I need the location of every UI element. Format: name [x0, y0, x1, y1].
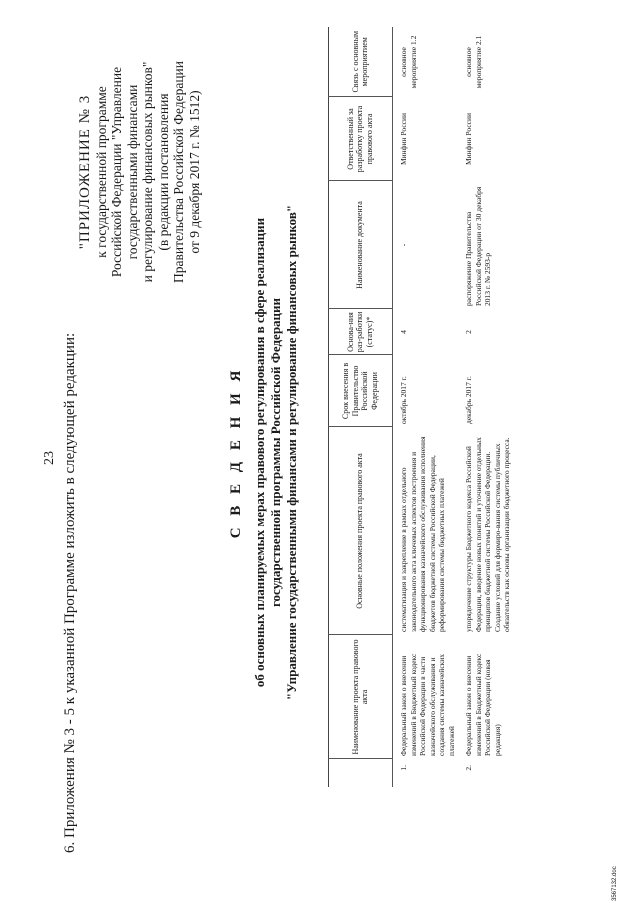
instruction-text: 6. Приложения № 3 - 5 к указанной Программе изложить в следующей редакции: — [62, 332, 78, 853]
row-responsible: Минфин России — [399, 112, 408, 166]
row-num: 1. — [399, 765, 408, 771]
table-row — [458, 27, 514, 787]
row-document: распоряжение Правительства Российской Федерации от 30 декабря 2013 г. № 2593-р — [464, 186, 492, 306]
appendix-line: и регулирование финансовых рынков" — [140, 61, 155, 283]
header-provisions: Основные положения проекта правового акта — [328, 427, 393, 635]
row-link: основное мероприятие 2.1 — [464, 35, 483, 89]
appendix-line: Правительства Российской Федерации — [171, 61, 186, 283]
header-responsible: Ответственный за разработку проекта правового акта — [328, 97, 393, 181]
row-act-name: Федеральный закон о внесении изменений в Бюджетный кодекс Российской Федерации (новая редакция) — [464, 653, 502, 756]
row-deadline: декабрь 2017 г. — [464, 376, 473, 424]
appendix-heading: "ПРИЛОЖЕНИЕ № 3 — [77, 94, 93, 250]
appendix-line: Российской Федерации "Управление — [109, 66, 124, 278]
row-provisions: систематизация и закрепление в рамках отдельного законодательного акта ключевых аспектов построения и функционирования казначейского обслуживания исполнения бюджетов бюджетной системы Российской Федерации, реформирования системы бюджетных платежей — [399, 436, 446, 632]
file-name: 3567132.doc — [612, 866, 618, 901]
row-act-name: Федеральный закон о внесении изменений в Бюджетный кодекс Российской Федерации в части казначейского обслуживания и создания системы казначейских платежей — [399, 653, 456, 756]
row-status: 2 — [464, 330, 473, 334]
row-responsible: Минфин России — [464, 112, 473, 166]
row-provisions: упорядочение структуры Бюджетного кодекса Российской Федерации, введение новых понятий и уточнение отдельных принципов бюджетной системы Российской Федерации. Создание условий для формиро-вания системы публичных обязательств как основы организации бюджетного процесса. — [464, 437, 511, 632]
measures-table — [328, 27, 514, 787]
header-num — [328, 759, 393, 787]
document-subtitle-2: государственной программы Российской Федерации — [268, 297, 283, 608]
row-deadline: октябрь 2017 г. — [399, 376, 408, 424]
row-num: 2. — [464, 765, 473, 771]
header-status: Основа-ния раз-работки (статус)* — [328, 309, 393, 355]
table-header-row — [328, 27, 393, 787]
row-link: основное мероприятие 1.2 — [399, 35, 418, 89]
appendix-line: (в редакции постановления — [155, 93, 171, 251]
appendix-block — [78, 47, 202, 297]
appendix-line: к государственной программе — [93, 86, 109, 258]
header-deadline: Срок внесения в Правительство Российской Федерации — [328, 355, 393, 427]
appendix-line: государственными финансами — [124, 84, 140, 260]
table-row — [393, 27, 459, 787]
header-act-name: Наименование проекта правового акта — [328, 635, 393, 759]
document-subtitle-3: "Управление государственными финансами и регулирование финансовых рынков" — [284, 204, 299, 701]
header-document: Наименование документа — [328, 181, 393, 309]
row-status: 4 — [399, 330, 408, 334]
header-link: Связь с основным мероприятием — [328, 27, 393, 97]
document-title: С В Е Д Е Н И Я — [228, 366, 244, 539]
page-number: 23 — [42, 451, 57, 465]
row-document: - — [399, 243, 408, 247]
appendix-line: от 9 декабря 2017 г. № 1512) — [186, 90, 202, 254]
document-subtitle-1: об основных планируемых мерах правового регулирования в сфере реализации — [252, 217, 267, 688]
